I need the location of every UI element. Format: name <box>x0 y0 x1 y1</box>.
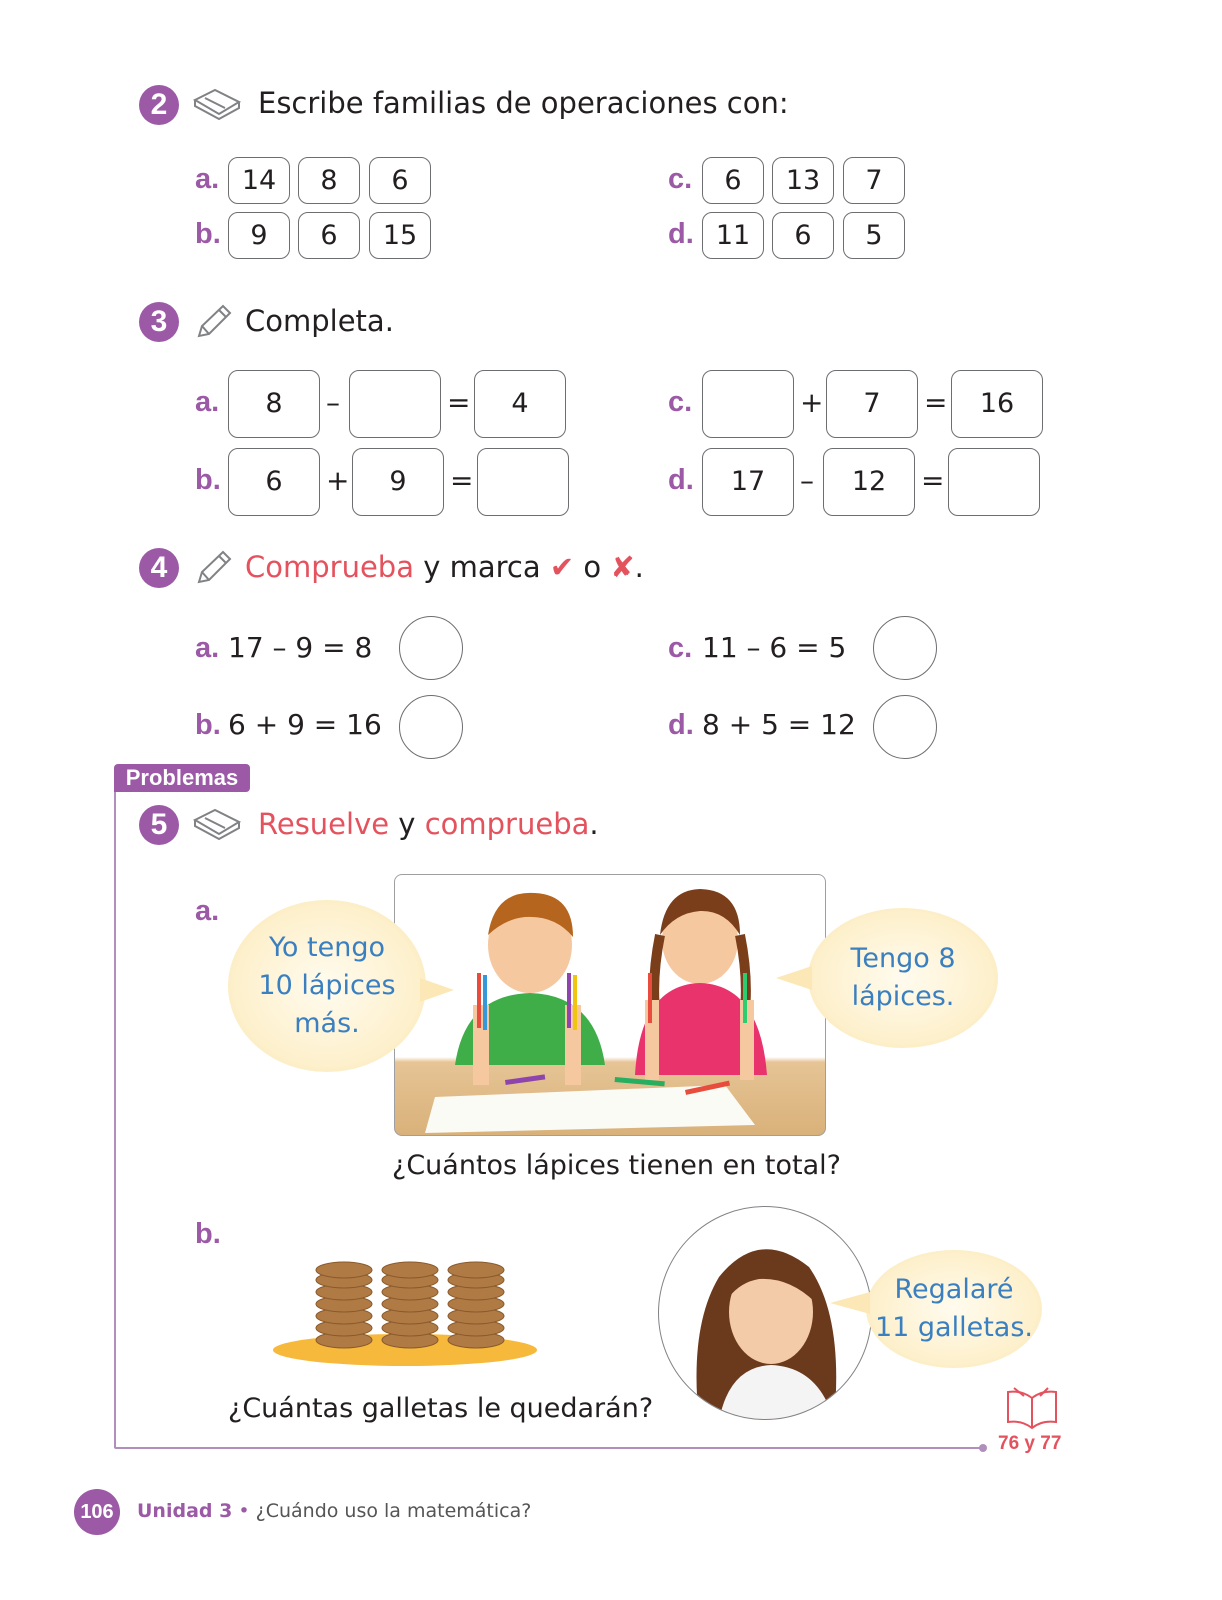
number-box: 6 <box>772 212 834 259</box>
title-text: o <box>574 550 611 584</box>
section-border-bottom <box>114 1447 984 1449</box>
title-text: . <box>634 550 644 584</box>
speech-bubble-left <box>228 900 426 1072</box>
equals-sign: = <box>450 464 474 497</box>
number-box: 9 <box>228 212 290 259</box>
title-highlight: Comprueba <box>245 550 414 584</box>
operand-box: 6 <box>228 448 320 516</box>
page-number: 106 <box>74 1489 120 1535</box>
footer-bullet: • <box>232 1500 256 1522</box>
blank-answer-box[interactable] <box>349 370 441 438</box>
number-box: 13 <box>772 157 834 204</box>
speech-bubble-girl <box>866 1250 1042 1368</box>
item-letter: a. <box>195 895 220 927</box>
unit-label: Unidad 3 <box>137 1500 233 1522</box>
bubble-line: más. <box>294 1007 360 1039</box>
exercise-5-title <box>258 807 599 841</box>
question-text: ¿Cuántas galletas le quedarán? <box>228 1393 654 1424</box>
title-text: y marca <box>413 550 550 584</box>
number-box: 6 <box>298 212 360 259</box>
bubble-line: 11 galletas. <box>874 1312 1034 1343</box>
bubble-line: Tengo 8 <box>850 943 956 975</box>
answer-circle[interactable] <box>399 695 463 759</box>
equation: 11 – 6 = 5 <box>702 631 847 664</box>
notebook-icon <box>191 806 243 842</box>
exercise-number-badge: 5 <box>139 805 179 845</box>
section-border-left <box>114 788 116 1448</box>
bubble-tail <box>830 1292 870 1314</box>
question-text: ¿Cuántos lápices tienen en total? <box>392 1150 841 1181</box>
title-text: . <box>589 807 599 841</box>
item-letter: d. <box>668 464 694 496</box>
bubble-line: Regalaré <box>894 1274 1014 1306</box>
item-letter: c. <box>668 386 693 418</box>
equals-sign: = <box>924 386 948 419</box>
operand-box: 7 <box>826 370 918 438</box>
operator: + <box>326 464 350 497</box>
unit-subtitle: ¿Cuándo uso la matemática? <box>255 1500 532 1522</box>
number-box: 15 <box>369 212 431 259</box>
pencil-icon <box>193 548 233 588</box>
item-letter: a. <box>195 632 220 664</box>
operand-box: 12 <box>823 448 915 516</box>
number-box: 6 <box>369 157 431 204</box>
pencil-icon <box>193 302 233 342</box>
exercise-2-title: Escribe familias de operaciones con: <box>258 86 789 120</box>
bubble-line: Yo tengo <box>269 932 385 964</box>
item-letter: b. <box>195 464 221 496</box>
bubble-line: 10 lápices <box>258 970 396 1002</box>
item-letter: b. <box>195 1218 221 1250</box>
operand-box: 8 <box>228 370 320 438</box>
exercise-number-badge: 4 <box>139 548 179 588</box>
check-mark-icon: ✔ <box>549 550 575 584</box>
equals-sign: = <box>447 386 471 419</box>
operator: – <box>326 386 340 419</box>
open-book-icon <box>1004 1384 1060 1430</box>
item-letter: d. <box>668 218 694 250</box>
title-highlight: Resuelve <box>258 807 390 841</box>
item-letter: a. <box>195 386 220 418</box>
number-box: 5 <box>843 212 905 259</box>
border-end-dot <box>979 1444 987 1452</box>
result-box: 4 <box>474 370 566 438</box>
blank-answer-box[interactable] <box>477 448 569 516</box>
problems-tab: Problemas <box>114 764 250 792</box>
number-box: 14 <box>228 157 290 204</box>
book-page-reference: 76 y 77 <box>998 1433 1062 1454</box>
exercise-3-title: Completa. <box>245 304 394 338</box>
equation: 17 – 9 = 8 <box>228 631 373 664</box>
blank-answer-box[interactable] <box>702 370 794 438</box>
equation: 8 + 5 = 12 <box>702 708 856 741</box>
item-letter: b. <box>195 709 221 741</box>
blank-answer-box[interactable] <box>948 448 1040 516</box>
title-text: y <box>389 807 425 841</box>
cross-mark-icon: ✘ <box>610 550 635 584</box>
operator: + <box>800 386 824 419</box>
exercise-4-title <box>245 550 644 584</box>
equals-sign: = <box>921 464 945 497</box>
title-highlight: comprueba <box>424 807 590 841</box>
children-with-pencils-photo <box>394 874 826 1136</box>
number-box: 11 <box>702 212 764 259</box>
number-box: 7 <box>843 157 905 204</box>
answer-circle[interactable] <box>873 695 937 759</box>
exercise-number-badge: 3 <box>139 302 179 342</box>
bubble-line: lápices. <box>851 981 955 1012</box>
item-letter: d. <box>668 709 694 741</box>
operator: – <box>800 464 814 497</box>
exercise-number-badge: 2 <box>139 85 179 125</box>
item-letter: c. <box>668 163 693 195</box>
answer-circle[interactable] <box>873 616 937 680</box>
operand-box: 17 <box>702 448 794 516</box>
item-letter: c. <box>668 632 693 664</box>
item-letter: a. <box>195 163 220 195</box>
bubble-tail <box>776 966 812 990</box>
answer-circle[interactable] <box>399 616 463 680</box>
notebook-icon <box>191 86 243 122</box>
number-box: 8 <box>298 157 360 204</box>
footer-text <box>137 1500 531 1522</box>
speech-bubble-right <box>808 908 998 1048</box>
item-letter: b. <box>195 218 221 250</box>
cookie-stacks-illustration <box>272 1258 538 1370</box>
number-box: 6 <box>702 157 764 204</box>
result-box: 16 <box>951 370 1043 438</box>
equation: 6 + 9 = 16 <box>228 708 382 741</box>
bubble-tail <box>420 978 454 1002</box>
operand-box: 9 <box>352 448 444 516</box>
